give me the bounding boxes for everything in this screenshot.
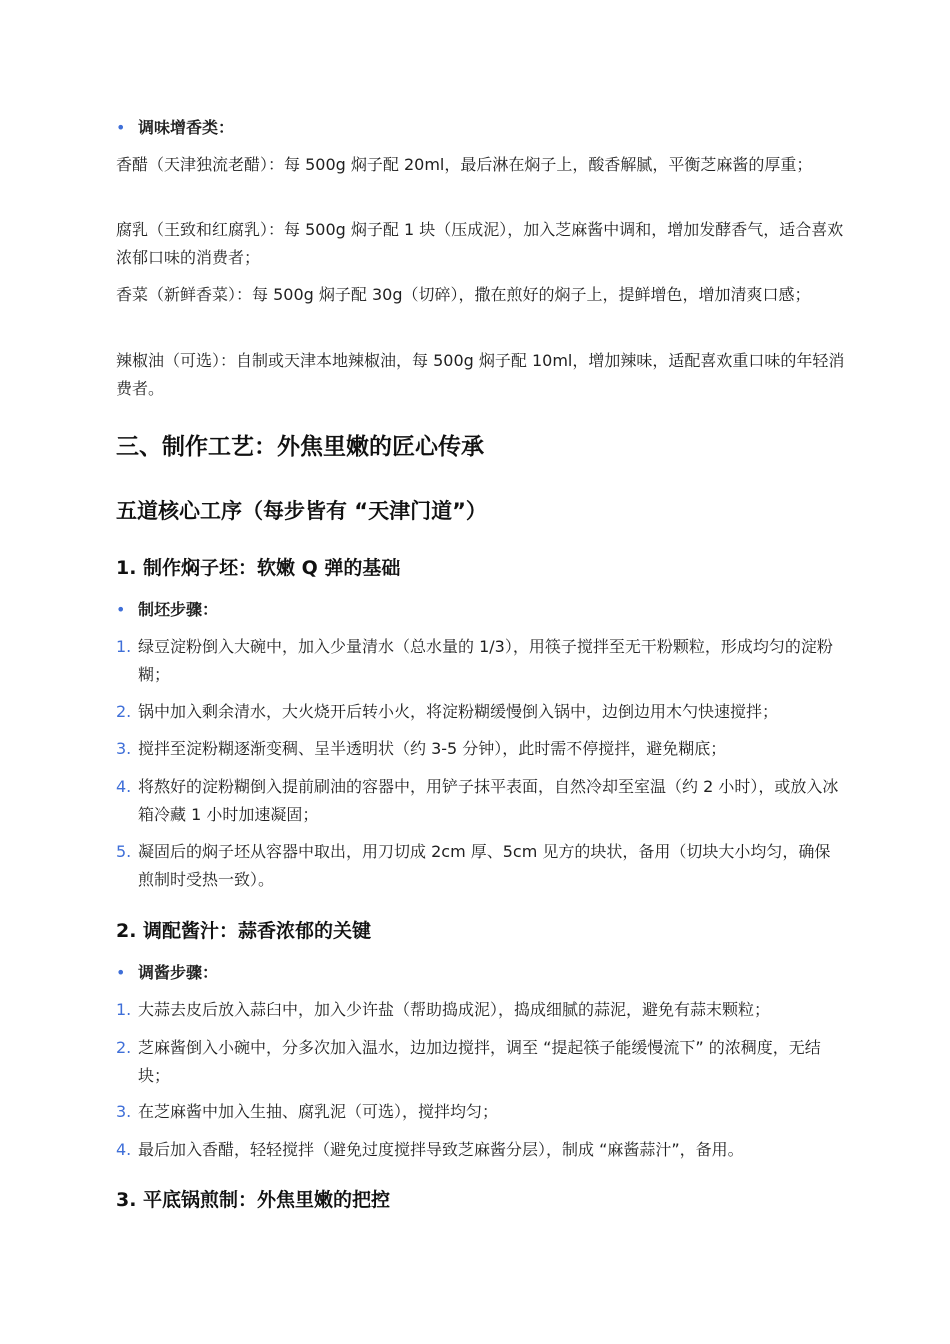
list-number: 1. <box>116 1000 132 1019</box>
list-text: 将熬好的淀粉糊倒入提前刷油的容器中，用铲子抹平表面，自然冷却至室温（约 2 小时），或放入冰箱冷藏 1 小时加速凝固； <box>138 777 839 824</box>
step3-title: 3. 平底锅煎制：外焦里嫩的把控 <box>116 1189 391 1211</box>
list-text: 芝麻酱倒入小碗中，分多次加入温水，边加边搅拌，调至 “提起筷子能缓慢流下” 的浓稠度，无结块； <box>138 1038 821 1085</box>
paragraph-chili-oil: 辣椒油（可选）：自制或天津本地辣椒油，每 500g 焖子配 10ml，增加辣味，适配喜欢重口味的年轻消费者。 <box>116 351 845 398</box>
list-text: 绿豆淀粉倒入大碗中，加入少量清水（总水量的 1/3），用筷子搅拌至无干粉颗粒，形成均匀的淀粉糊； <box>138 637 833 684</box>
list-number: 2. <box>116 1038 132 1057</box>
list-item <box>116 735 846 763</box>
bullet-dot-icon: • <box>116 963 126 982</box>
list-text: 凝固后的焖子坯从容器中取出，用刀切成 2cm 厚、5cm 见方的块状，备用（切块大小均匀，确保煎制时受热一致）。 <box>138 842 831 889</box>
list-item <box>116 838 846 894</box>
bullet-label: 制坯步骤： <box>138 600 219 619</box>
paragraph-fermented-tofu: 腐乳（王致和红腐乳）：每 500g 焖子配 1 块（压成泥），加入芝麻酱中调和，增加发酵香气，适合喜欢浓郁口味的消费者； <box>116 220 844 267</box>
bullet-label: 调味增香类： <box>138 118 235 137</box>
list-number: 4. <box>116 777 132 796</box>
list-number: 2. <box>116 702 132 721</box>
list-text: 搅拌至淀粉糊逐渐变稠、呈半透明状（约 3-5 分钟），此时需不停搅拌，避免糊底； <box>138 739 727 758</box>
list-number: 3. <box>116 739 132 758</box>
list-item <box>116 996 846 1024</box>
list-number: 1. <box>116 637 132 656</box>
list-item <box>116 633 846 689</box>
list-number: 3. <box>116 1102 132 1121</box>
bullet-dot-icon: • <box>116 118 126 137</box>
bullet-dot-icon: • <box>116 600 126 619</box>
list-number: 4. <box>116 1140 132 1159</box>
list-item <box>116 773 846 829</box>
list-text: 大蒜去皮后放入蒜臼中，加入少许盐（帮助捣成泥），捣成细腻的蒜泥，避免有蒜末颗粒； <box>138 1000 771 1019</box>
list-item <box>116 1098 846 1126</box>
section-subtitle: 五道核心工序（每步皆有 “天津门道”） <box>116 499 487 523</box>
list-number: 5. <box>116 842 132 861</box>
step1-title: 1. 制作焖子坯：软嫩 Q 弹的基础 <box>116 557 401 579</box>
step2-title: 2. 调配酱汁：蒜香浓郁的关键 <box>116 920 372 942</box>
chapter-title: 三、制作工艺：外焦里嫩的匠心传承 <box>116 434 484 460</box>
bullet-label: 调酱步骤： <box>138 963 219 982</box>
list-text: 在芝麻酱中加入生抽、腐乳泥（可选），搅拌均匀； <box>138 1102 499 1121</box>
paragraph-coriander: 香菜（新鲜香菜）：每 500g 焖子配 30g（切碎），撒在煎好的焖子上，提鲜增色，增加清爽口感； <box>116 285 811 304</box>
list-item <box>116 1034 846 1090</box>
list-text: 最后加入香醋，轻轻搅拌（避免过度搅拌导致芝麻酱分层），制成 “麻酱蒜汁”，备用。 <box>138 1140 744 1159</box>
list-item <box>116 698 846 726</box>
list-text: 锅中加入剩余清水，大火烧开后转小火，将淀粉糊缓慢倒入锅中，边倒边用木勺快速搅拌； <box>138 702 779 721</box>
paragraph-vinegar: 香醋（天津独流老醋）：每 500g 焖子配 20ml，最后淋在焖子上，酸香解腻，平衡芝麻酱的厚重； <box>116 155 813 174</box>
list-item <box>116 1136 846 1164</box>
